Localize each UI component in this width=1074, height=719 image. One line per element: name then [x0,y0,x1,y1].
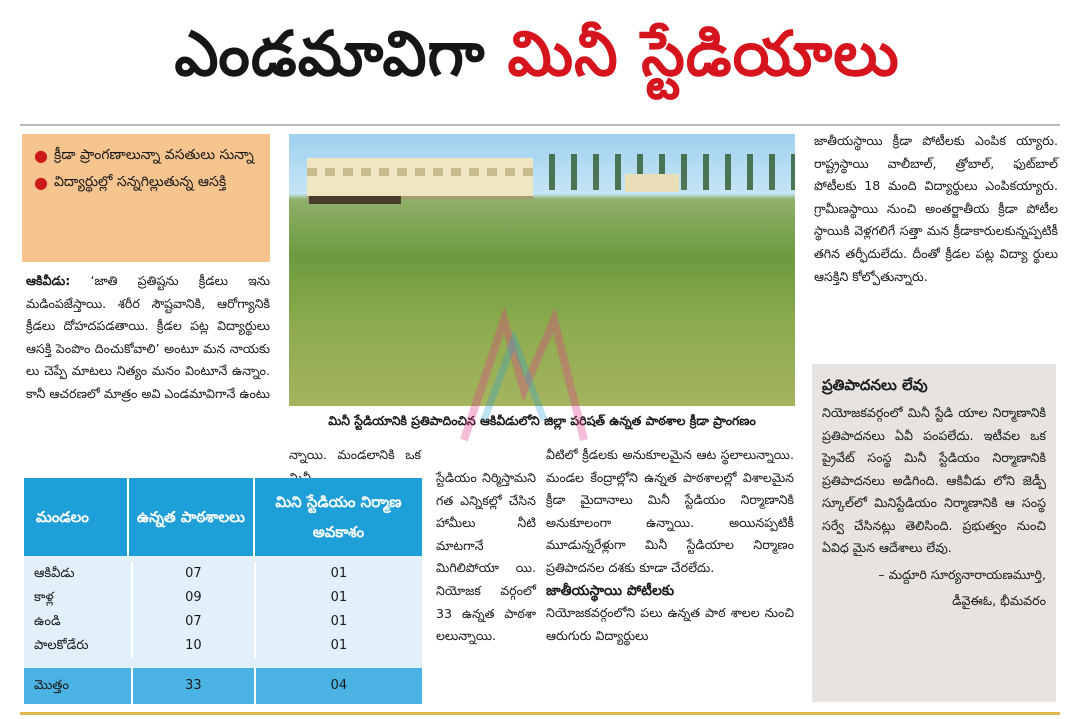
header-stadium: మిని స్టేడియం నిర్మాణ అవకాశం [253,478,422,556]
signature-title: డీవైఈఓ, భీమవరం [952,592,1046,608]
highlights-box [22,134,270,262]
signature-name: – మద్దూరి సూర్యనారాయణమూర్తి, [878,566,1046,582]
table-row [24,634,422,658]
school-building-small [625,174,679,192]
highlight-item [34,169,262,196]
cell-total-schools: 33 [131,668,254,704]
subhead: జాతీయస్థాయి పోటీలకు [546,582,675,599]
cell-schools: 07 [131,610,254,634]
article-column-2 [436,467,536,648]
headline-part1: ఎండమావిగా [174,17,486,90]
table-header [24,478,422,556]
headline-rule [20,124,1060,126]
article-text: ‘జాతి ప్రతిష్టను క్రీడలు ఇను మడింపజేస్తాయి. శరీర సౌష్టవానికి, ఆరోగ్యానికి క్రీడలు దోహదపడతాయి. క్రీడల పట్ల విద్యార్థులు ఆసక్తి పెంపొం దించుకోవాలి’ అంటూ మన నాయకు లు చెప్పే మాటలు నిత్యం మనం వింటూనే ఉన్నాం. కానీ ఆచరణలో మాత్రం అవి ఎండమావిగానే ఉంటు [26,273,270,401]
article-column-1 [26,270,270,406]
cell-stadium: 01 [254,562,422,586]
photo-caption: మినీ స్టేడియానికి ప్రతిపాదించిన ఆకివీడులోని జిల్లా పరిషత్ ఉన్నత పాఠశాల క్రీడా ప్రాంగణం [328,413,756,428]
highlight-text: క్రీడా ప్రాంగణాలున్నా వసతులు సున్నా [53,147,254,163]
cell-stadium: 01 [254,634,422,658]
stadium-ground-photo [289,134,795,406]
article-text: స్టేడియం నిర్మిస్తామని గత ఎన్నికల్లో చేసిన హామీలు నీటి మాటగానే మిగిలిపోయా యి. నియోజక వర్గంలో 33 ఉన్నత పాఠశా లలున్నాయి. [436,470,536,644]
article-text: జాతీయస్థాయి క్రీడా పోటీలకు ఎంపిక య్యారు. రాష్ట్రస్థాయి వాలీబాల్, త్రోబాల్, ఫుట్‌బాల్ పోటీలకు 18 మంది విద్యార్థులు ఎంపికయ్యారు. గ్రామీణస్థాయి నుంచి అంతర్జాతీయ క్రీడా పోటీల స్థాయికి వెళ్లగలిగే సత్తా మన క్రీడాకారులకున్నప్పటికీ తగిన తర్ఫీదులేదు. దీంతో క్రీడల పట్ల విద్యా ర్థులు ఆసక్తిని కోల్పోతున్నారు. [814,133,1058,284]
cell-stadium: 01 [254,610,422,634]
cell-schools: 09 [131,586,254,610]
cell-mandal: కాళ్ల [34,590,54,605]
cell-total-label: మొత్తం [34,678,69,693]
table-body [24,556,422,668]
schools-table [24,478,422,704]
header-mandal: మండలం [36,508,89,526]
table-row [24,562,422,586]
highlight-text: విద్యార్థుల్లో సన్నగిల్లుతున్న ఆసక్తి [53,174,227,190]
cell-schools: 07 [131,562,254,586]
cell-schools: 10 [131,634,254,658]
article-text: న్నాయి. మండలానికి ఒక [289,447,421,462]
cart [309,196,401,204]
bottom-rule [20,712,1060,715]
cell-mandal: ఉండి [34,614,61,629]
article-text: వీటిలో క్రీడలకు అనుకూలమైన ఆట స్థలాలున్నాయి. మండల కేంద్రాల్లోని ఉన్నత పాఠశాలల్లో విశాలమైన క్రీడా మైదానాలు మినీ స్టేడియం నిర్మాణానికి అనుకూలంగా ఉన్నాయి. అయినప్పటికీ మూడున్నరేళ్లుగా మినీ స్టేడియాల నిర్మాణం ప్రతిపాదనల దశకు కూడా చేరలేదు. [546,447,794,575]
dateline: ఆకివీడు: [26,273,71,288]
table-row [24,586,422,610]
bullet-icon: ● [34,146,48,165]
cell-total-stadium: 04 [254,668,422,704]
article-text: నియోజకవర్గంలోని పలు ఉన్నత పాఠ శాలల నుంచి ఆరుగురు విద్యార్థులు [546,605,794,643]
cell-mandal: పాలకోడేరు [34,638,89,653]
school-building [307,158,533,199]
table-total-row [24,668,422,704]
cell-stadium: 01 [254,586,422,610]
panel-body: నియోజకవర్గంలో మినీ స్టేడి యాల నిర్మాణానికి ప్రతిపాదనలు ఏవీ పంపలేదు. ఇటీవల ఒక ప్రైవేట్ సంస్థ మినీ స్టేడియం నిర్మాణానికి ప్రతిపాదనలు అడిగింది. ఆకివీడు లోని జెడ్పీ స్కూల్‌లో మినిస్టేడియం నిర్మాణానికి ఆ సంస్థ సర్వే చేసినట్లు తెలిసింది. ప్రభుత్వం నుంచి ఏవిధ మైన ఆదేశాలు లేవు. [822,405,1046,555]
header-high-schools: ఉన్నత పాఠశాలలు [127,478,253,556]
bullet-icon: ● [34,173,48,192]
headline-part2: మినీ స్టేడియాలు [507,17,900,90]
panel-title: ప్రతిపాదనలు లేవు [822,376,928,394]
highlight-item [34,142,262,169]
official-comment-box [812,364,1056,702]
headline [0,0,1074,122]
article-column-4 [814,130,1058,288]
article-column-3 [546,444,794,647]
cell-mandal: ఆకివీడు [34,566,75,581]
table-row [24,610,422,634]
